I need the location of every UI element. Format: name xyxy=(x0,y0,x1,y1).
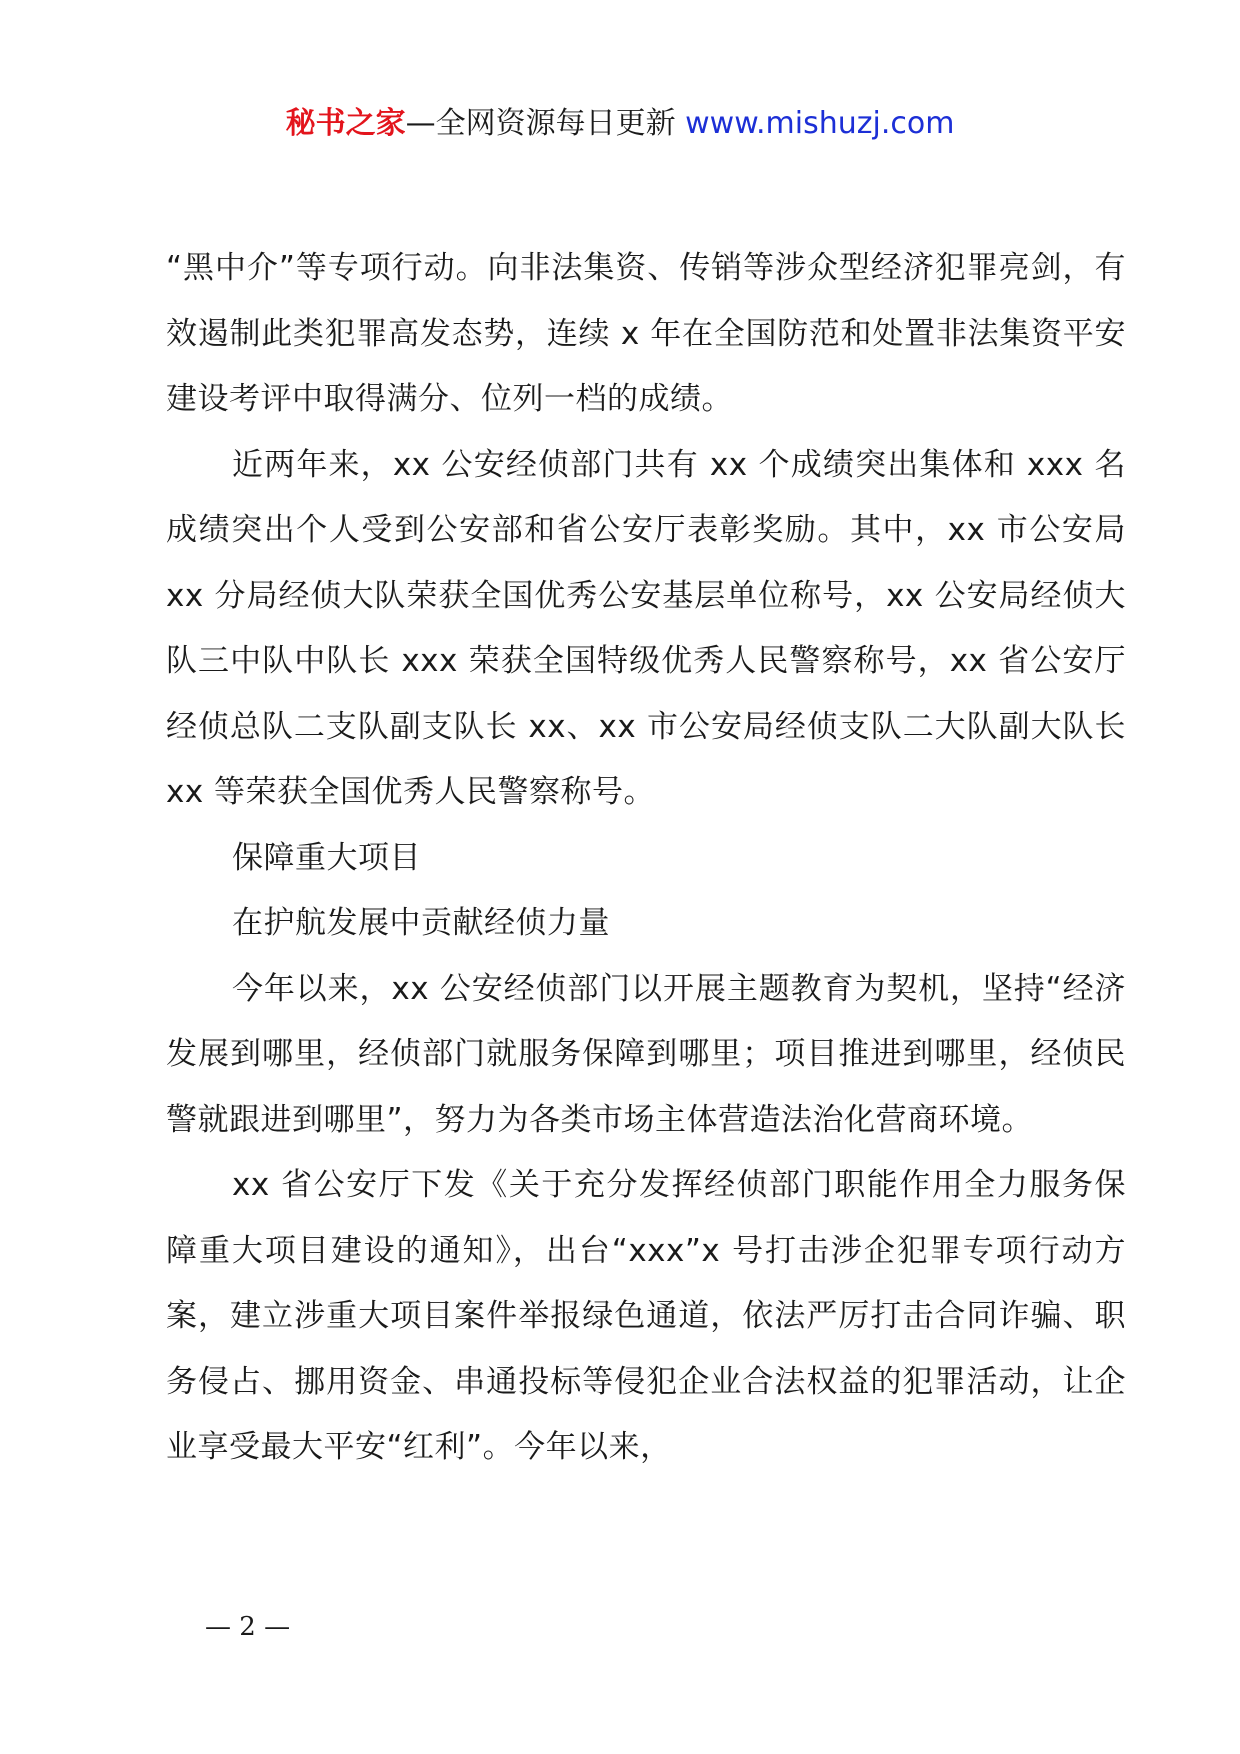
paragraph-service: 今年以来，xx 公安经侦部门以开展主题教育为契机，坚持“经济发展到哪里，经侦部门就服务保障到哪里；项目推进到哪里，经侦民警就跟进到哪里”，努力为各类市场主体营造法治化营商环境。 xyxy=(166,970,1126,1138)
paragraph-awards: 近两年来，xx 公安经侦部门共有 xx 个成绩突出集体和 xxx 名成绩突出个人受到公安部和省公安厅表彰奖励。其中，xx 市公安局 xx 分局经侦大队荣获全国优秀公安基层单位称号，xx 公安局经侦大队三中队中队长 xxx 荣获全国特级优秀人民警察称号，xx 省公安厅经侦总队二支队副支队长 xx、xx 市公安局经侦支队二大队副大队长 xx 等荣获全国优秀人民警察称号。 xyxy=(166,446,1126,810)
site-url[interactable]: www.mishuzj.com xyxy=(685,106,955,141)
section-heading: 保障重大项目 xyxy=(232,839,421,876)
header-tagline: —全网资源每日更新 xyxy=(405,106,686,141)
paragraph-measures: xx 省公安厅下发《关于充分发挥经侦部门职能作用全力服务保障重大项目建设的通知》，出台“xxx”x 号打击涉企犯罪专项行动方案，建立涉重大项目案件举报绿色通道，依法严厉打击合同诈骗、职务侵占、挪用资金、串通投标等侵犯企业合法权益的犯罪活动，让企业享受最大平安“红利”。今年以来， xyxy=(166,1167,1126,1465)
section-subheading: 在护航发展中贡献经侦力量 xyxy=(232,905,610,941)
paragraph-continuation: “黑中介”等专项行动。向非法集资、传销等涉众型经济犯罪亮剑，有效遏制此类犯罪高发态势，连续 x 年在全国防范和处置非法集资平安建设考评中取得满分、位列一档的成绩。 xyxy=(166,250,1126,417)
document-body xyxy=(166,236,1126,1481)
brand-name: 秘书之家 xyxy=(285,106,406,141)
page-header xyxy=(0,104,1240,144)
page-number: — 2 — xyxy=(205,1612,291,1642)
